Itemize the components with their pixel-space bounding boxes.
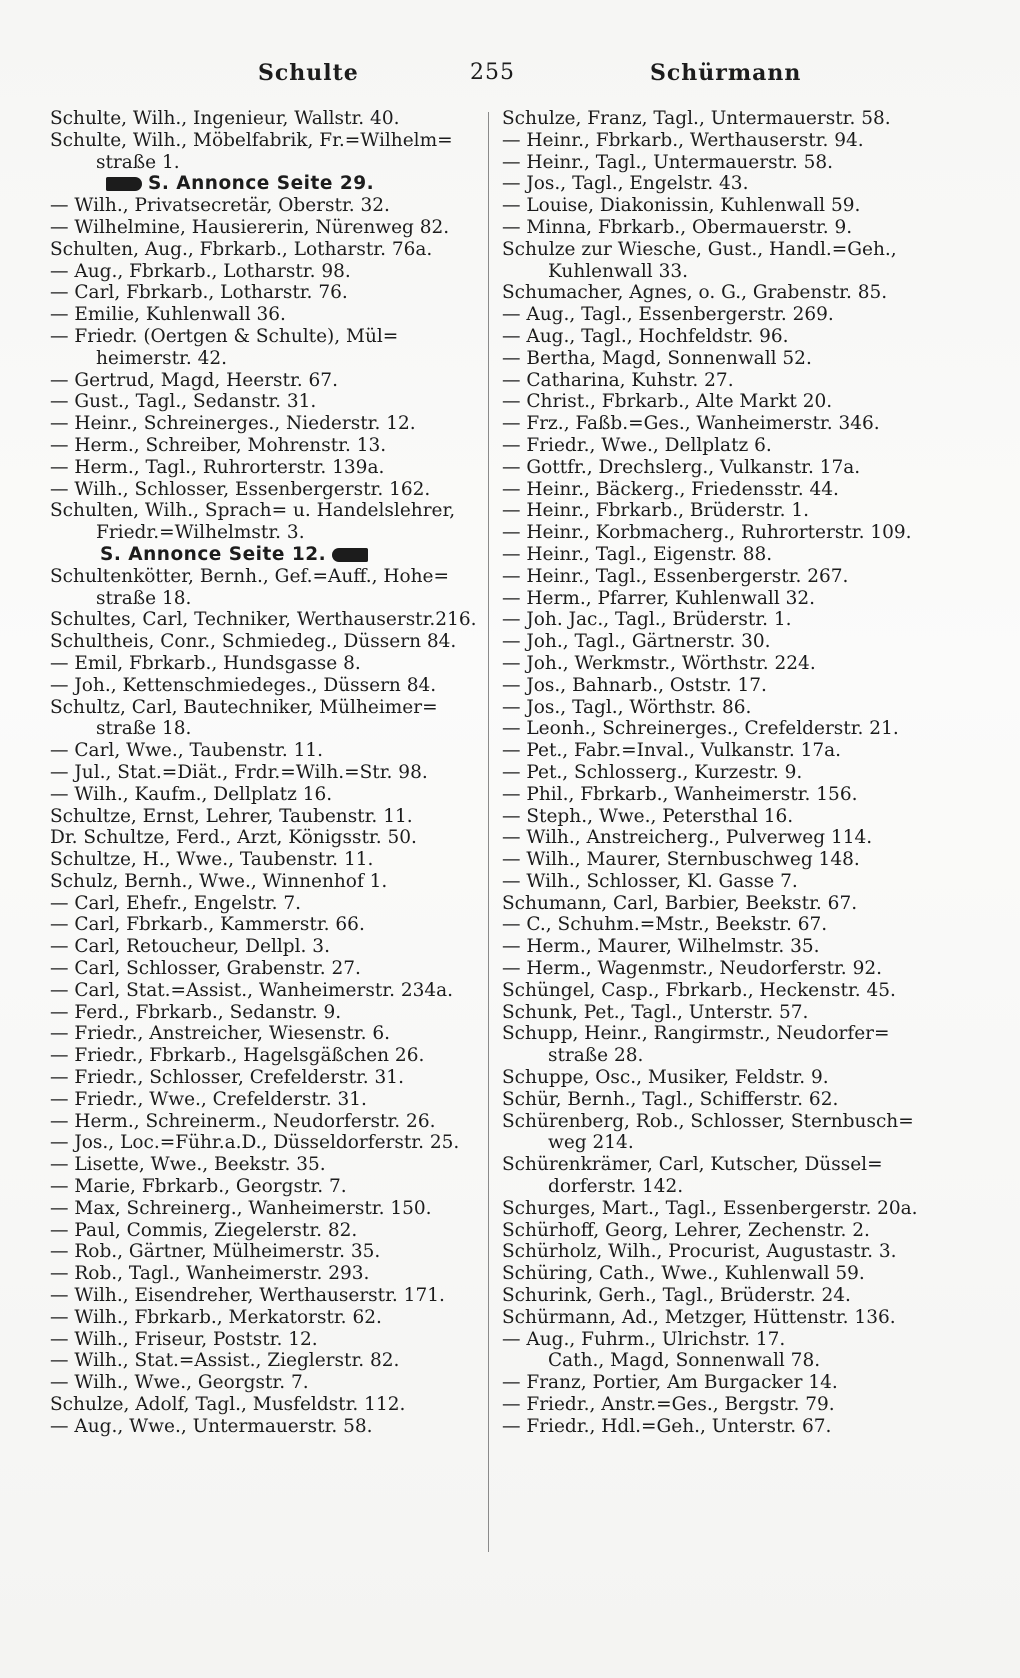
entry-text: — Herm., Pfarrer, Kuhlenwall 32. [502, 587, 816, 609]
entry-text: Schürenberg, Rob., Schlosser, Sternbusch= [502, 1110, 914, 1132]
entry-text: — Wilh., Wwe., Georgstr. 7. [50, 1372, 309, 1394]
directory-entry [50, 108, 480, 130]
directory-entry [50, 522, 480, 544]
entry-text: Kuhlenwall 33. [548, 260, 689, 282]
entry-text: — Franz, Portier, Am Burgacker 14. [502, 1372, 838, 1394]
directory-entry [50, 588, 480, 610]
page-number: 255 [470, 60, 515, 85]
entry-text: Schupp, Heinr., Rangirmstr., Neudorfer= [502, 1023, 890, 1045]
entry-text: Schürenkrämer, Carl, Kutscher, Düssel= [502, 1154, 883, 1176]
directory-entry [502, 173, 942, 195]
directory-entry [50, 500, 480, 522]
directory-entry [50, 1067, 480, 1089]
entry-text: — Heinr., Bäckerg., Friedensstr. 44. [502, 478, 839, 500]
entry-text: Dr. Schultze, Ferd., Arzt, Königsstr. 50. [50, 827, 417, 849]
entry-text: Schumacher, Agnes, o. G., Grabenstr. 85. [502, 282, 888, 304]
directory-entry [502, 784, 942, 806]
entry-text: — Leonh., Schreinerges., Crefelderstr. 21. [502, 718, 899, 740]
directory-entry [50, 282, 480, 304]
directory-entry [502, 1132, 942, 1154]
left-column [50, 108, 480, 1438]
entry-text: Schultze, H., Wwe., Taubenstr. 11. [50, 849, 374, 871]
directory-entry [502, 871, 942, 893]
entry-text: — Heinr., Fbrkarb., Werthauserstr. 94. [502, 129, 864, 151]
directory-entry [502, 1198, 942, 1220]
entry-text: — Carl, Stat.=Assist., Wanheimerstr. 234a. [50, 979, 454, 1001]
entry-text: — Heinr., Tagl., Eigenstr. 88. [502, 543, 773, 565]
entry-text: — Friedr. (Oertgen & Schulte), Mül= [50, 325, 399, 347]
directory-entry [502, 675, 942, 697]
directory-entry [50, 566, 480, 588]
directory-entry [502, 914, 942, 936]
directory-entry [50, 348, 480, 370]
column-divider [488, 112, 489, 1552]
entry-text: Cath., Magd, Sonnenwall 78. [548, 1350, 821, 1372]
entry-text: — Wilh., Kaufm., Dellplatz 16. [50, 783, 333, 805]
entry-text: — Friedr., Wwe., Crefelderstr. 31. [50, 1088, 367, 1110]
directory-entry [502, 348, 942, 370]
directory-entry [502, 326, 942, 348]
directory-entry [50, 1329, 480, 1351]
directory-entry [502, 588, 942, 610]
directory-entry [50, 195, 480, 217]
entry-text: — Friedr., Hdl.=Geh., Unterstr. 67. [502, 1415, 832, 1437]
directory-entry [50, 261, 480, 283]
entry-text: — C., Schuhm.=Mstr., Beekstr. 67. [502, 914, 828, 936]
entry-text: — Aug., Wwe., Untermauerstr. 58. [50, 1415, 373, 1437]
entry-text: Friedr.=Wilhelmstr. 3. [96, 522, 305, 544]
directory-entry [502, 1089, 942, 1111]
entry-text: — Wilhelmine, Hausiererin, Nürenweg 82. [50, 216, 450, 238]
entry-text: — Herm., Tagl., Ruhrorterstr. 139a. [50, 456, 385, 478]
directory-entry [50, 304, 480, 326]
entry-text: — Max, Schreinerg., Wanheimerstr. 150. [50, 1197, 432, 1219]
entry-text: — Friedr., Wwe., Dellplatz 6. [502, 434, 772, 456]
entry-text: Schunk, Pet., Tagl., Unterstr. 57. [502, 1001, 809, 1023]
directory-entry [502, 1154, 942, 1176]
directory-entry [502, 849, 942, 871]
directory-entry [502, 1372, 942, 1394]
directory-entry [502, 500, 942, 522]
directory-entry [502, 1394, 942, 1416]
entry-text: — Pet., Schlosserg., Kurzestr. 9. [502, 761, 803, 783]
directory-entry [502, 762, 942, 784]
running-head-left: Schulte [258, 60, 359, 86]
entry-text: — Jos., Loc.=Führ.a.D., Düsseldorferstr. 25. [50, 1132, 460, 1154]
directory-entry [50, 1002, 480, 1024]
directory-entry [50, 675, 480, 697]
entry-text: — Friedr., Schlosser, Crefelderstr. 31. [50, 1067, 404, 1089]
entry-text: — Aug., Fuhrm., Ulrichstr. 17. [502, 1328, 786, 1350]
entry-text: Schulze zur Wiesche, Gust., Handl.=Geh., [502, 238, 897, 260]
entry-text: S. Annonce Seite 12. [100, 543, 327, 565]
annonce-reference [50, 544, 480, 566]
directory-entry [50, 239, 480, 261]
entry-text: — Gertrud, Magd, Heerstr. 67. [50, 369, 338, 391]
directory-entry [50, 762, 480, 784]
entry-text: — Herm., Schreiber, Mohrenstr. 13. [50, 434, 387, 456]
entry-text: Schulz, Bernh., Wwe., Winnenhof 1. [50, 870, 388, 892]
directory-entry [502, 893, 942, 915]
entry-text: — Herm., Wagenmstr., Neudorferstr. 92. [502, 958, 882, 980]
directory-entry [502, 304, 942, 326]
directory-entry [50, 1350, 480, 1372]
entry-text: — Friedr., Anstr.=Ges., Bergstr. 79. [502, 1394, 835, 1416]
directory-entry [502, 1285, 942, 1307]
entry-text: — Wilh., Fbrkarb., Merkatorstr. 62. [50, 1306, 382, 1328]
entry-text: — Wilh., Anstreicherg., Pulverweg 114. [502, 827, 873, 849]
directory-entry [50, 1023, 480, 1045]
entry-text: — Lisette, Wwe., Beekstr. 35. [50, 1154, 326, 1176]
directory-entry [502, 1067, 942, 1089]
directory-entry [50, 849, 480, 871]
entry-text: Schüring, Cath., Wwe., Kuhlenwall 59. [502, 1263, 865, 1285]
directory-entry [502, 631, 942, 653]
entry-text: — Wilh., Maurer, Sternbuschweg 148. [502, 849, 860, 871]
entry-text: straße 18. [96, 587, 192, 609]
entry-text: Schultze, Ernst, Lehrer, Taubenstr. 11. [50, 805, 413, 827]
annonce-reference [50, 173, 480, 195]
directory-entry [50, 784, 480, 806]
entry-text: straße 28. [548, 1045, 644, 1067]
directory-entry [502, 718, 942, 740]
entry-text: — Carl, Schlosser, Grabenstr. 27. [50, 958, 361, 980]
entry-text: Schürmann, Ad., Metzger, Hüttenstr. 136. [502, 1306, 896, 1328]
directory-entry [502, 544, 942, 566]
directory-entry [502, 958, 942, 980]
directory-entry [50, 370, 480, 392]
directory-entry [50, 1198, 480, 1220]
entry-text: — Catharina, Kuhstr. 27. [502, 369, 734, 391]
directory-entry [502, 653, 942, 675]
directory-entry [50, 1372, 480, 1394]
directory-entry [50, 152, 480, 174]
running-head-right: Schürmann [650, 60, 802, 86]
entry-text: — Aug., Tagl., Essenbergerstr. 269. [502, 304, 834, 326]
directory-entry [502, 522, 942, 544]
entry-text: Schultz, Carl, Bautechniker, Mülheimer= [50, 696, 438, 718]
entry-text: — Joh. Jac., Tagl., Brüderstr. 1. [502, 609, 792, 631]
directory-entry [502, 130, 942, 152]
entry-text: — Emil, Fbrkarb., Hundsgasse 8. [50, 652, 361, 674]
entry-text: heimerstr. 42. [96, 347, 228, 369]
entry-text: Schultenkötter, Bernh., Gef.=Auff., Hohe= [50, 565, 450, 587]
entry-text: Schüngel, Casp., Fbrkarb., Heckenstr. 45. [502, 979, 896, 1001]
entry-text: — Aug., Fbrkarb., Lotharstr. 98. [50, 260, 351, 282]
directory-entry [50, 718, 480, 740]
directory-entry [502, 740, 942, 762]
directory-entry [50, 1111, 480, 1133]
entry-text: Schultheis, Conr., Schmiedeg., Düssern 84. [50, 631, 457, 653]
entry-text: — Rob., Tagl., Wanheimerstr. 293. [50, 1263, 370, 1285]
directory-entry [502, 1023, 942, 1045]
directory-entry [502, 1241, 942, 1263]
directory-entry [50, 1241, 480, 1263]
entry-text: — Carl, Fbrkarb., Kammerstr. 66. [50, 914, 365, 936]
entry-text: Schulte, Wilh., Möbelfabrik, Fr.=Wilhelm= [50, 129, 453, 151]
entry-text: dorferstr. 142. [548, 1176, 684, 1198]
directory-entry [502, 566, 942, 588]
entry-text: — Ferd., Fbrkarb., Sedanstr. 9. [50, 1001, 342, 1023]
directory-entry [502, 827, 942, 849]
entry-text: — Wilh., Schlosser, Essenbergerstr. 162. [50, 478, 431, 500]
entry-text: Schulte, Wilh., Ingenieur, Wallstr. 40. [50, 108, 400, 129]
directory-entry [502, 1045, 942, 1067]
directory-entry [502, 609, 942, 631]
directory-entry [502, 217, 942, 239]
directory-entry [502, 1111, 942, 1133]
directory-entry [50, 435, 480, 457]
entry-text: — Heinr., Tagl., Essenbergerstr. 267. [502, 565, 849, 587]
directory-entry [50, 631, 480, 653]
entry-text: — Heinr., Schreinerges., Niederstr. 12. [50, 413, 416, 435]
entry-text: — Pet., Fabr.=Inval., Vulkanstr. 17a. [502, 740, 842, 762]
pointing-hand-icon [106, 177, 142, 191]
directory-entry [502, 806, 942, 828]
entry-text: straße 18. [96, 718, 192, 740]
directory-entry [50, 1176, 480, 1198]
directory-entry [502, 1416, 942, 1438]
entry-text: — Jos., Tagl., Wörthstr. 86. [502, 696, 752, 718]
directory-entry [50, 413, 480, 435]
directory-entry [50, 479, 480, 501]
entry-text: — Carl, Wwe., Taubenstr. 11. [50, 740, 324, 762]
directory-entry [502, 391, 942, 413]
directory-entry [502, 1176, 942, 1198]
entry-text: — Rob., Gärtner, Mülheimerstr. 35. [50, 1241, 381, 1263]
entry-text: — Gust., Tagl., Sedanstr. 31. [50, 391, 317, 413]
entry-text: Schurink, Gerh., Tagl., Brüderstr. 24. [502, 1285, 851, 1307]
directory-entry [50, 1394, 480, 1416]
directory-entry [50, 893, 480, 915]
entry-text: — Wilh., Friseur, Poststr. 12. [50, 1328, 318, 1350]
directory-entry [50, 130, 480, 152]
directory-entry [502, 1329, 942, 1351]
entry-text: — Frz., Faßb.=Ges., Wanheimerstr. 346. [502, 413, 880, 435]
pointing-hand-icon [332, 548, 368, 562]
entry-text: — Steph., Wwe., Petersthal 16. [502, 805, 794, 827]
entry-text: — Louise, Diakonissin, Kuhlenwall 59. [502, 195, 861, 217]
directory-entry [50, 391, 480, 413]
directory-entry [50, 1285, 480, 1307]
entry-text: S. Annonce Seite 29. [148, 173, 375, 195]
directory-entry [50, 980, 480, 1002]
entry-text: — Christ., Fbrkarb., Alte Markt 20. [502, 391, 833, 413]
entry-text: straße 1. [96, 151, 180, 173]
directory-entry [502, 1350, 942, 1372]
directory-entry [502, 457, 942, 479]
entry-text: Schurges, Mart., Tagl., Essenbergerstr. 20a. [502, 1197, 918, 1219]
entry-text: — Carl, Retoucheur, Dellpl. 3. [50, 936, 330, 958]
directory-entry [50, 871, 480, 893]
entry-text: — Herm., Schreinerm., Neudorferstr. 26. [50, 1110, 436, 1132]
directory-entry [502, 980, 942, 1002]
entry-text: Schür, Bernh., Tagl., Schifferstr. 62. [502, 1088, 839, 1110]
entry-text: — Friedr., Anstreicher, Wiesenstr. 6. [50, 1023, 390, 1045]
right-column [502, 108, 942, 1438]
entry-text: — Wilh., Eisendreher, Werthauserstr. 171. [50, 1285, 445, 1307]
directory-entry [502, 195, 942, 217]
entry-text: — Gottfr., Drechslerg., Vulkanstr. 17a. [502, 456, 861, 478]
entry-text: — Joh., Werkmstr., Wörthstr. 224. [502, 652, 816, 674]
directory-entry [502, 261, 942, 283]
directory-entry [50, 1220, 480, 1242]
directory-entry [50, 1089, 480, 1111]
directory-entry [502, 370, 942, 392]
entry-text: Schuppe, Osc., Musiker, Feldstr. 9. [502, 1067, 829, 1089]
directory-entry [50, 609, 480, 631]
directory-entry [50, 1307, 480, 1329]
entry-text: — Phil., Fbrkarb., Wanheimerstr. 156. [502, 783, 858, 805]
directory-entry [502, 108, 942, 130]
directory-entry [502, 152, 942, 174]
directory-entry [50, 936, 480, 958]
directory-entry [502, 1220, 942, 1242]
entry-text: — Joh., Tagl., Gärtnerstr. 30. [502, 631, 771, 653]
directory-entry [502, 1307, 942, 1329]
entry-text: Schulze, Franz, Tagl., Untermauerstr. 58. [502, 108, 891, 129]
directory-entry [50, 653, 480, 675]
entry-text: — Emilie, Kuhlenwall 36. [50, 304, 286, 326]
directory-entry [502, 435, 942, 457]
directory-entry [50, 806, 480, 828]
directory-entry [50, 326, 480, 348]
directory-entry [50, 958, 480, 980]
directory-entry [50, 740, 480, 762]
entry-text: — Wilh., Schlosser, Kl. Gasse 7. [502, 870, 798, 892]
entry-text: — Heinr., Fbrkarb., Brüderstr. 1. [502, 500, 809, 522]
entry-text: — Minna, Fbrkarb., Obermauerstr. 9. [502, 216, 853, 238]
entry-text: — Jul., Stat.=Diät., Frdr.=Wilh.=Str. 98. [50, 761, 428, 783]
entry-text: Schulten, Wilh., Sprach= u. Handelslehrer, [50, 500, 456, 522]
entry-text: — Friedr., Fbrkarb., Hagelsgäßchen 26. [50, 1045, 425, 1067]
entry-text: — Wilh., Privatsecretär, Oberstr. 32. [50, 195, 390, 217]
directory-entry [502, 936, 942, 958]
entry-text: — Aug., Tagl., Hochfeldstr. 96. [502, 325, 789, 347]
directory-entry [50, 217, 480, 239]
directory-entry [502, 413, 942, 435]
directory-entry [50, 697, 480, 719]
entry-text: — Joh., Kettenschmiedeges., Düssern 84. [50, 674, 437, 696]
entry-text: — Marie, Fbrkarb., Georgstr. 7. [50, 1176, 347, 1198]
directory-entry [50, 1154, 480, 1176]
entry-text: — Bertha, Magd, Sonnenwall 52. [502, 347, 812, 369]
entry-text: — Heinr., Tagl., Untermauerstr. 58. [502, 151, 834, 173]
entry-text: — Carl, Fbrkarb., Lotharstr. 76. [50, 282, 348, 304]
directory-entry [50, 1045, 480, 1067]
entry-text: — Herm., Maurer, Wilhelmstr. 35. [502, 936, 820, 958]
entry-text: Schürholz, Wilh., Procurist, Augustastr. 3. [502, 1241, 897, 1263]
directory-entry [502, 1002, 942, 1024]
entry-text: Schürhoff, Georg, Lehrer, Zechenstr. 2. [502, 1219, 870, 1241]
directory-entry [502, 239, 942, 261]
directory-entry [50, 1416, 480, 1438]
entry-text: Schulze, Adolf, Tagl., Musfeldstr. 112. [50, 1394, 406, 1416]
directory-entry [502, 479, 942, 501]
directory-entry [50, 827, 480, 849]
entry-text: — Heinr., Korbmacherg., Ruhrorterstr. 109. [502, 522, 912, 544]
entry-text: — Jos., Bahnarb., Oststr. 17. [502, 674, 767, 696]
directory-entry [50, 1132, 480, 1154]
directory-entry [50, 1263, 480, 1285]
directory-entry [502, 282, 942, 304]
directory-entry [50, 457, 480, 479]
entry-text: — Wilh., Stat.=Assist., Zieglerstr. 82. [50, 1350, 400, 1372]
directory-entry [502, 697, 942, 719]
directory-entry [50, 914, 480, 936]
entry-text: — Paul, Commis, Ziegelerstr. 82. [50, 1219, 358, 1241]
entry-text: — Jos., Tagl., Engelstr. 43. [502, 173, 749, 195]
entry-text: — Carl, Ehefr., Engelstr. 7. [50, 892, 302, 914]
entry-text: weg 214. [548, 1132, 634, 1154]
entry-text: Schulten, Aug., Fbrkarb., Lotharstr. 76a. [50, 238, 433, 260]
entry-text: Schultes, Carl, Techniker, Werthauserstr.216. [50, 609, 477, 631]
entry-text: Schumann, Carl, Barbier, Beekstr. 67. [502, 892, 858, 914]
directory-entry [502, 1263, 942, 1285]
